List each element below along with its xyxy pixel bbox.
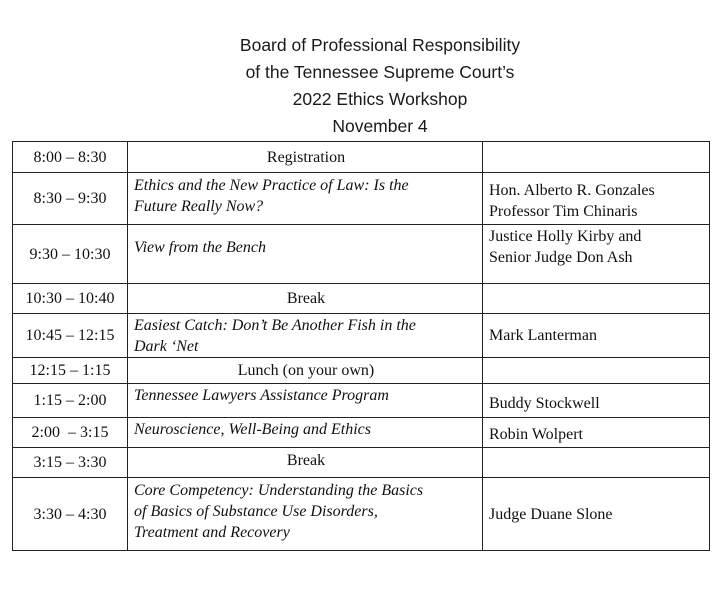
schedule-row — [13, 418, 710, 448]
speaker-cell — [483, 225, 710, 284]
time-cell: 10:45 – 12:15 — [13, 314, 128, 358]
speaker-cell — [483, 284, 710, 314]
topic-cell — [128, 314, 483, 358]
schedule-row — [13, 314, 710, 358]
speaker-name: Judge Duane Slone — [489, 505, 613, 523]
speaker-name: Hon. Alberto R. Gonzales — [489, 181, 655, 199]
topic-cell — [128, 358, 483, 384]
schedule-row — [13, 142, 710, 173]
topic-cell — [128, 173, 483, 225]
header-date: November 4 — [332, 116, 428, 136]
speaker-name: Professor Tim Chinaris — [489, 202, 638, 220]
time-cell: 8:30 – 9:30 — [13, 173, 128, 225]
document-header — [130, 32, 630, 140]
time-cell: 1:15 – 2:00 — [13, 384, 128, 418]
speaker-name: Buddy Stockwell — [489, 395, 600, 412]
schedule-row — [13, 284, 710, 314]
topic-line: View from the Bench — [134, 239, 266, 256]
speaker-cell — [483, 358, 710, 384]
schedule-table — [12, 141, 710, 551]
topic-cell — [128, 418, 483, 448]
speaker-cell — [483, 314, 710, 358]
speaker-cell — [483, 478, 710, 551]
speaker-cell — [483, 448, 710, 478]
time-cell: 2:00 – 3:15 — [13, 418, 128, 448]
topic-line: Break — [286, 290, 326, 307]
speaker-cell — [483, 384, 710, 418]
topic-line: Easiest Catch: Don’t Be Another Fish in the — [134, 317, 416, 334]
topic-cell — [128, 384, 483, 418]
schedule-row — [13, 225, 710, 284]
topic-line: Future Really Now? — [134, 198, 264, 215]
header-court: of the Tennessee Supreme Court’s — [245, 62, 515, 82]
time-cell: 8:00 – 8:30 — [13, 142, 128, 173]
speaker-name: Robin Wolpert — [489, 426, 583, 443]
time-cell: 9:30 – 10:30 — [13, 225, 128, 284]
time-cell: 3:30 – 4:30 — [13, 478, 128, 551]
schedule-row — [13, 448, 710, 478]
topic-cell — [128, 284, 483, 314]
topic-line: Dark ‘Net — [134, 338, 199, 355]
topic-cell — [128, 448, 483, 478]
header-organization: Board of Professional Responsibility — [239, 35, 521, 55]
topic-cell — [128, 478, 483, 551]
schedule-row — [13, 358, 710, 384]
speaker-cell — [483, 418, 710, 448]
topic-cell — [128, 142, 483, 173]
time-cell: 12:15 – 1:15 — [13, 358, 128, 384]
topic-line: Registration — [266, 148, 346, 166]
topic-line: Lunch (on your own) — [237, 362, 375, 379]
speaker-cell — [483, 173, 710, 225]
schedule-row — [13, 384, 710, 418]
topic-cell — [128, 225, 483, 284]
header-event-title: 2022 Ethics Workshop — [292, 89, 468, 109]
topic-line: Core Competency: Understanding the Basics — [134, 482, 424, 499]
topic-line: Neuroscience, Well-Being and Ethics — [134, 421, 371, 438]
topic-line: Treatment and Recovery — [134, 524, 290, 541]
time-cell: 3:15 – 3:30 — [13, 448, 128, 478]
schedule-row — [13, 173, 710, 225]
topic-line: Tennessee Lawyers Assistance Program — [134, 387, 389, 404]
topic-line: Ethics and the New Practice of Law: Is the — [134, 177, 409, 194]
time-cell: 10:30 – 10:40 — [13, 284, 128, 314]
speaker-name: Justice Holly Kirby and — [489, 228, 642, 245]
speaker-cell — [483, 142, 710, 173]
speaker-name: Senior Judge Don Ash — [489, 249, 633, 266]
topic-line: of Basics of Substance Use Disorders, — [134, 503, 378, 520]
schedule-row — [13, 478, 710, 551]
topic-line: Break — [286, 452, 326, 469]
speaker-name: Mark Lanterman — [489, 327, 597, 344]
